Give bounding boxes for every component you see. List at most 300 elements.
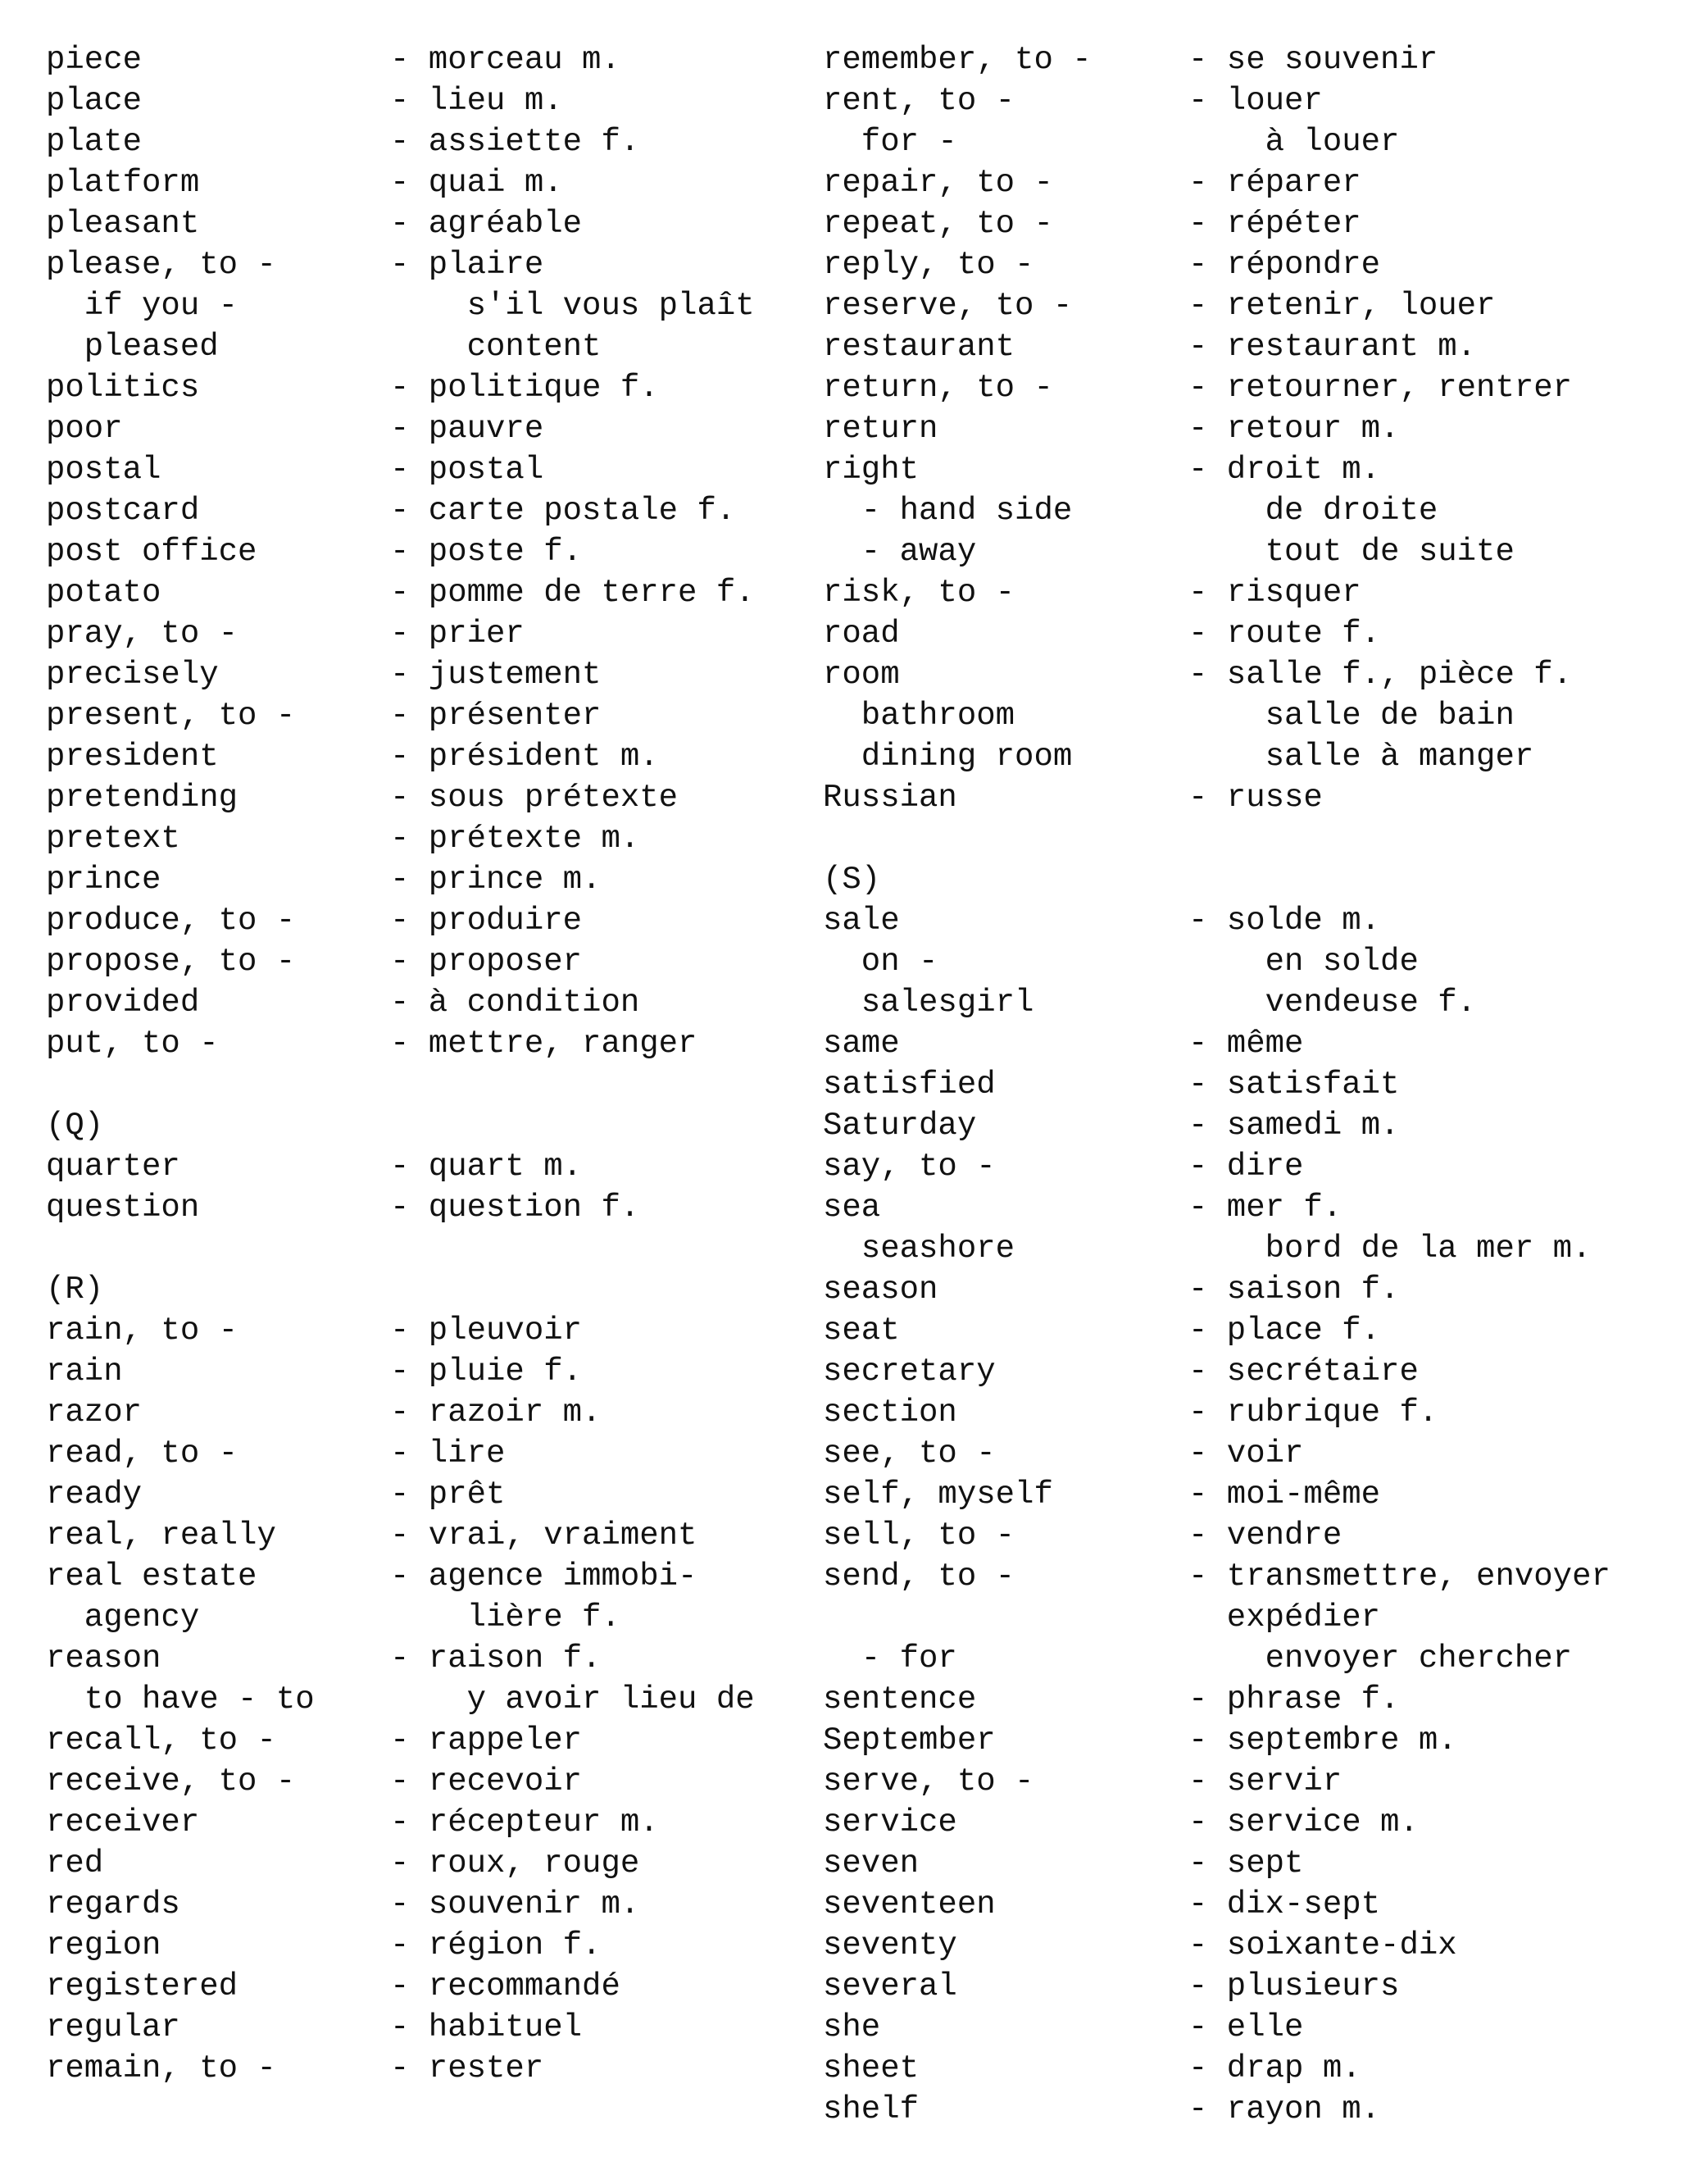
english-term: potato bbox=[46, 575, 161, 611]
vocabulary-entry bbox=[823, 121, 1675, 162]
french-translation: - voir bbox=[1188, 1436, 1304, 1472]
english-term: rain, to - bbox=[46, 1313, 239, 1349]
french-translation: - à condition bbox=[390, 985, 640, 1021]
french-translation bbox=[1188, 818, 1675, 859]
french-translation bbox=[390, 1269, 800, 1310]
vocabulary-entry bbox=[46, 654, 800, 695]
vocabulary-entry bbox=[46, 1597, 800, 1638]
french-translation bbox=[1188, 859, 1675, 900]
english-term: on - bbox=[823, 944, 938, 980]
english-term: real estate bbox=[46, 1558, 257, 1595]
french-translation: à louer bbox=[1188, 124, 1400, 160]
vocabulary-entry bbox=[823, 1679, 1675, 1720]
english-term: sea bbox=[823, 1190, 881, 1226]
english-term: seventy bbox=[823, 1927, 957, 1963]
vocabulary-entry bbox=[46, 900, 800, 941]
english-term: right bbox=[823, 452, 920, 488]
french-translation: - question f. bbox=[390, 1190, 640, 1226]
vocabulary-entry bbox=[46, 39, 800, 80]
vocabulary-entry bbox=[823, 900, 1675, 941]
french-translation: lière f. bbox=[390, 1599, 620, 1636]
english-term: postcard bbox=[46, 493, 200, 529]
french-translation: - retenir, louer bbox=[1188, 288, 1496, 324]
english-term: platform bbox=[46, 165, 200, 201]
french-translation: - secrétaire bbox=[1188, 1354, 1419, 1390]
vocabulary-entry bbox=[823, 982, 1675, 1023]
vocabulary-entry bbox=[46, 1720, 800, 1761]
english-term: pleased bbox=[46, 329, 219, 365]
french-translation: - septembre m. bbox=[1188, 1722, 1457, 1759]
english-term: section bbox=[823, 1395, 957, 1431]
vocabulary-entry bbox=[46, 121, 800, 162]
english-term: propose, to - bbox=[46, 944, 296, 980]
french-translation: - rubrique f. bbox=[1188, 1395, 1438, 1431]
english-term: plate bbox=[46, 124, 143, 160]
vocabulary-entry bbox=[46, 203, 800, 244]
english-term: reserve, to - bbox=[823, 288, 1073, 324]
french-translation: - quai m. bbox=[390, 165, 563, 201]
english-term: service bbox=[823, 1804, 957, 1840]
vocabulary-entry bbox=[46, 1228, 800, 1269]
vocabulary-entry bbox=[46, 572, 800, 613]
french-translation: - samedi m. bbox=[1188, 1108, 1400, 1144]
french-translation: envoyer chercher bbox=[1188, 1640, 1573, 1677]
french-translation: - produire bbox=[390, 903, 583, 939]
english-term: place bbox=[46, 83, 143, 119]
french-translation: - présenter bbox=[390, 698, 602, 734]
french-translation: - sept bbox=[1188, 1845, 1304, 1881]
french-translation bbox=[390, 1064, 800, 1105]
vocabulary-entry bbox=[823, 367, 1675, 408]
french-translation: - même bbox=[1188, 1026, 1304, 1062]
vocabulary-entry bbox=[823, 408, 1675, 449]
vocabulary-entry bbox=[823, 39, 1675, 80]
vocabulary-entry bbox=[46, 1638, 800, 1679]
english-term bbox=[46, 1064, 390, 1105]
french-translation: en solde bbox=[1188, 944, 1419, 980]
english-term: - for bbox=[823, 1640, 957, 1677]
vocabulary-entry bbox=[46, 490, 800, 531]
vocabulary-entry bbox=[823, 531, 1675, 572]
french-translation: - se souvenir bbox=[1188, 42, 1438, 78]
french-translation: - retourner, rentrer bbox=[1188, 370, 1573, 406]
french-translation: - louer bbox=[1188, 83, 1323, 119]
french-translation: - russe bbox=[1188, 780, 1323, 816]
vocabulary-entry bbox=[46, 1023, 800, 1064]
english-term: provided bbox=[46, 985, 200, 1021]
vocabulary-entry bbox=[823, 244, 1675, 285]
english-term: politics bbox=[46, 370, 200, 406]
english-term: - away bbox=[823, 534, 977, 570]
english-term: registered bbox=[46, 1968, 239, 2004]
vocabulary-entry bbox=[46, 1474, 800, 1515]
vocabulary-entry bbox=[823, 1474, 1675, 1515]
vocabulary-entry bbox=[46, 1679, 800, 1720]
vocabulary-entry bbox=[46, 1187, 800, 1228]
vocabulary-entry bbox=[823, 203, 1675, 244]
french-translation: - dire bbox=[1188, 1149, 1304, 1185]
french-translation: salle à manger bbox=[1188, 739, 1534, 775]
french-translation: - retour m. bbox=[1188, 411, 1400, 447]
english-term: remain, to - bbox=[46, 2050, 276, 2086]
french-translation: bord de la mer m. bbox=[1188, 1231, 1592, 1267]
english-term: serve, to - bbox=[823, 1763, 1034, 1800]
english-term: risk, to - bbox=[823, 575, 1015, 611]
french-translation: - rester bbox=[390, 2050, 544, 2086]
french-translation: - prêt bbox=[390, 1476, 506, 1513]
french-translation: de droite bbox=[1188, 493, 1438, 529]
english-term: president bbox=[46, 739, 219, 775]
vocabulary-entry bbox=[46, 1064, 800, 1105]
french-translation: - restaurant m. bbox=[1188, 329, 1477, 365]
french-translation: - mettre, ranger bbox=[390, 1026, 697, 1062]
english-term: restaurant bbox=[823, 329, 1015, 365]
english-term: regular bbox=[46, 2009, 180, 2045]
french-translation: - justement bbox=[390, 657, 602, 693]
french-translation: - recevoir bbox=[390, 1763, 583, 1800]
vocabulary-entry bbox=[823, 490, 1675, 531]
french-translation: - drap m. bbox=[1188, 2050, 1361, 2086]
english-term: please, to - bbox=[46, 247, 276, 283]
english-term: sentence bbox=[823, 1681, 977, 1718]
french-translation: - satisfait bbox=[1188, 1067, 1400, 1103]
vocabulary-entry bbox=[46, 326, 800, 367]
vocabulary-entry bbox=[823, 1638, 1675, 1679]
english-term: pray, to - bbox=[46, 616, 239, 652]
english-term: sale bbox=[823, 903, 900, 939]
vocabulary-entry bbox=[46, 613, 800, 654]
english-term: return bbox=[823, 411, 938, 447]
english-term: see, to - bbox=[823, 1436, 996, 1472]
vocabulary-entry bbox=[46, 531, 800, 572]
english-term: seat bbox=[823, 1313, 900, 1349]
french-translation: - moi-même bbox=[1188, 1476, 1381, 1513]
english-term: present, to - bbox=[46, 698, 296, 734]
french-translation: - vrai, vraiment bbox=[390, 1517, 697, 1554]
vocabulary-entry bbox=[823, 1064, 1675, 1105]
english-term: Russian bbox=[823, 780, 957, 816]
vocabulary-entry bbox=[46, 941, 800, 982]
english-term: satisfied bbox=[823, 1067, 996, 1103]
vocabulary-entry bbox=[46, 1392, 800, 1433]
vocabulary-entry bbox=[823, 1597, 1675, 1638]
vocabulary-entry bbox=[823, 859, 1675, 900]
vocabulary-entry bbox=[823, 572, 1675, 613]
english-term: bathroom bbox=[823, 698, 1015, 734]
french-translation: - agence immobi- bbox=[390, 1558, 697, 1595]
french-translation: - mer f. bbox=[1188, 1190, 1342, 1226]
french-translation: - route f. bbox=[1188, 616, 1381, 652]
english-term: salesgirl bbox=[823, 985, 1034, 1021]
french-translation: - soixante-dix bbox=[1188, 1927, 1457, 1963]
english-term: recall, to - bbox=[46, 1722, 276, 1759]
french-translation: - roux, rouge bbox=[390, 1845, 640, 1881]
english-term: poor bbox=[46, 411, 123, 447]
english-term: room bbox=[823, 657, 900, 693]
english-term: sheet bbox=[823, 2050, 920, 2086]
french-translation: - poste f. bbox=[390, 534, 583, 570]
vocabulary-entry bbox=[46, 2007, 800, 2048]
french-translation: - politique f. bbox=[390, 370, 659, 406]
vocabulary-entry bbox=[823, 80, 1675, 121]
vocabulary-entry bbox=[46, 285, 800, 326]
french-translation: - raison f. bbox=[390, 1640, 602, 1677]
english-term: rent, to - bbox=[823, 83, 1015, 119]
french-translation: - agréable bbox=[390, 206, 583, 242]
vocabulary-column-left bbox=[46, 39, 800, 2089]
vocabulary-entry bbox=[823, 1802, 1675, 1843]
vocabulary-entry bbox=[823, 2007, 1675, 2048]
english-term: September bbox=[823, 1722, 996, 1759]
english-term: postal bbox=[46, 452, 161, 488]
english-term: Saturday bbox=[823, 1108, 977, 1144]
vocabulary-entry bbox=[823, 1925, 1675, 1966]
vocabulary-entry bbox=[823, 1228, 1675, 1269]
english-term: produce, to - bbox=[46, 903, 296, 939]
english-term: put, to - bbox=[46, 1026, 219, 1062]
vocabulary-entry bbox=[46, 244, 800, 285]
vocabulary-entry bbox=[46, 162, 800, 203]
french-translation: - salle f., pièce f. bbox=[1188, 657, 1573, 693]
vocabulary-entry bbox=[46, 408, 800, 449]
vocabulary-entry bbox=[46, 736, 800, 777]
vocabulary-entry bbox=[823, 1966, 1675, 2007]
english-term: repair, to - bbox=[823, 165, 1053, 201]
vocabulary-entry bbox=[46, 449, 800, 490]
english-term: - hand side bbox=[823, 493, 1073, 529]
french-translation: - transmettre, envoyer bbox=[1188, 1558, 1610, 1595]
english-term: precisely bbox=[46, 657, 219, 693]
english-term: road bbox=[823, 616, 900, 652]
english-term: reply, to - bbox=[823, 247, 1034, 283]
french-translation: - recommandé bbox=[390, 1968, 620, 2004]
english-term: pretext bbox=[46, 821, 180, 857]
french-translation: - région f. bbox=[390, 1927, 602, 1963]
vocabulary-entry bbox=[46, 1761, 800, 1802]
english-term: she bbox=[823, 2009, 881, 2045]
english-term: question bbox=[46, 1190, 200, 1226]
french-translation: - carte postale f. bbox=[390, 493, 736, 529]
french-translation: - postal bbox=[390, 452, 544, 488]
vocabulary-entry bbox=[46, 695, 800, 736]
english-term: pretending bbox=[46, 780, 239, 816]
english-term: remember, to - bbox=[823, 42, 1092, 78]
french-translation: - répondre bbox=[1188, 247, 1381, 283]
vocabulary-entry bbox=[823, 1433, 1675, 1474]
french-translation: - lieu m. bbox=[390, 83, 563, 119]
french-translation: - service m. bbox=[1188, 1804, 1419, 1840]
vocabulary-entry bbox=[823, 449, 1675, 490]
french-translation: - vendre bbox=[1188, 1517, 1342, 1554]
vocabulary-entry bbox=[823, 326, 1675, 367]
english-term: for - bbox=[823, 124, 957, 160]
vocabulary-entry bbox=[46, 859, 800, 900]
english-term: razor bbox=[46, 1395, 143, 1431]
english-term: pleasant bbox=[46, 206, 200, 242]
french-translation: - pluie f. bbox=[390, 1354, 583, 1390]
french-translation: - servir bbox=[1188, 1763, 1342, 1800]
vocabulary-entry bbox=[823, 1392, 1675, 1433]
english-term: dining room bbox=[823, 739, 1073, 775]
vocabulary-entry bbox=[823, 1023, 1675, 1064]
vocabulary-entry bbox=[823, 736, 1675, 777]
french-translation: - droit m. bbox=[1188, 452, 1381, 488]
vocabulary-entry bbox=[823, 1843, 1675, 1884]
english-term: region bbox=[46, 1927, 161, 1963]
english-term: receiver bbox=[46, 1804, 200, 1840]
vocabulary-entry bbox=[46, 1351, 800, 1392]
french-translation: - répéter bbox=[1188, 206, 1361, 242]
english-term: season bbox=[823, 1272, 938, 1308]
french-translation: - sous prétexte bbox=[390, 780, 679, 816]
french-translation: - plaire bbox=[390, 247, 544, 283]
french-translation: - morceau m. bbox=[390, 42, 620, 78]
english-term: self, myself bbox=[823, 1476, 1053, 1513]
french-translation: - place f. bbox=[1188, 1313, 1381, 1349]
vocabulary-entry bbox=[46, 777, 800, 818]
vocabulary-entry bbox=[823, 1884, 1675, 1925]
french-translation: - président m. bbox=[390, 739, 659, 775]
english-term: secretary bbox=[823, 1354, 996, 1390]
english-term: sell, to - bbox=[823, 1517, 1015, 1554]
french-translation: - habituel bbox=[390, 2009, 583, 2045]
english-term bbox=[823, 818, 1188, 859]
french-translation: - rappeler bbox=[390, 1722, 583, 1759]
english-term bbox=[46, 1228, 390, 1269]
english-term: quarter bbox=[46, 1149, 180, 1185]
french-translation: tout de suite bbox=[1188, 534, 1515, 570]
english-term: read, to - bbox=[46, 1436, 239, 1472]
vocabulary-entry bbox=[823, 162, 1675, 203]
french-translation: - solde m. bbox=[1188, 903, 1381, 939]
french-translation: - elle bbox=[1188, 2009, 1304, 2045]
english-term: to have - to bbox=[46, 1681, 315, 1718]
french-translation: - dix-sept bbox=[1188, 1886, 1381, 1922]
english-term: piece bbox=[46, 42, 143, 78]
french-translation: - proposer bbox=[390, 944, 583, 980]
vocabulary-entry bbox=[823, 2089, 1675, 2130]
english-term: same bbox=[823, 1026, 900, 1062]
vocabulary-entry bbox=[823, 1187, 1675, 1228]
french-translation: - prier bbox=[390, 616, 525, 652]
vocabulary-entry bbox=[46, 982, 800, 1023]
french-translation: - assiette f. bbox=[390, 124, 640, 160]
vocabulary-entry bbox=[823, 285, 1675, 326]
vocabulary-entry bbox=[823, 1556, 1675, 1597]
vocabulary-entry bbox=[823, 941, 1675, 982]
french-translation: - réparer bbox=[1188, 165, 1361, 201]
vocabulary-entry bbox=[46, 1146, 800, 1187]
english-term: seashore bbox=[823, 1231, 1015, 1267]
english-term: (Q) bbox=[46, 1108, 104, 1144]
english-term: regards bbox=[46, 1886, 180, 1922]
french-translation: - quart m. bbox=[390, 1149, 583, 1185]
french-translation: - phrase f. bbox=[1188, 1681, 1400, 1718]
english-term: several bbox=[823, 1968, 957, 2004]
vocabulary-entry bbox=[46, 1269, 800, 1310]
vocabulary-entry bbox=[823, 695, 1675, 736]
english-term: ready bbox=[46, 1476, 143, 1513]
vocabulary-entry bbox=[823, 1515, 1675, 1556]
english-term: repeat, to - bbox=[823, 206, 1053, 242]
french-translation: - souvenir m. bbox=[390, 1886, 640, 1922]
vocabulary-entry bbox=[823, 1310, 1675, 1351]
french-translation: - prince m. bbox=[390, 862, 602, 898]
english-term: prince bbox=[46, 862, 161, 898]
vocabulary-entry bbox=[823, 1269, 1675, 1310]
english-term: reason bbox=[46, 1640, 161, 1677]
english-term: (S) bbox=[823, 862, 881, 898]
vocabulary-entry bbox=[46, 1433, 800, 1474]
vocabulary-entry bbox=[46, 1515, 800, 1556]
french-translation: expédier bbox=[1188, 1599, 1381, 1636]
vocabulary-entry bbox=[823, 613, 1675, 654]
english-term: (R) bbox=[46, 1272, 104, 1308]
vocabulary-entry bbox=[823, 2048, 1675, 2089]
english-term: red bbox=[46, 1845, 104, 1881]
french-translation: - razoir m. bbox=[390, 1395, 602, 1431]
vocabulary-entry bbox=[46, 818, 800, 859]
vocabulary-entry bbox=[46, 1843, 800, 1884]
vocabulary-entry bbox=[46, 2048, 800, 2089]
french-translation: - récepteur m. bbox=[390, 1804, 659, 1840]
french-translation: - lire bbox=[390, 1436, 506, 1472]
vocabulary-entry bbox=[46, 1925, 800, 1966]
vocabulary-entry bbox=[823, 777, 1675, 818]
vocabulary-entry bbox=[823, 654, 1675, 695]
french-translation: - saison f. bbox=[1188, 1272, 1400, 1308]
vocabulary-entry bbox=[46, 367, 800, 408]
vocabulary-entry bbox=[823, 1146, 1675, 1187]
french-translation: - risquer bbox=[1188, 575, 1361, 611]
french-translation: salle de bain bbox=[1188, 698, 1515, 734]
french-translation: - pauvre bbox=[390, 411, 544, 447]
english-term: post office bbox=[46, 534, 257, 570]
french-translation: y avoir lieu de bbox=[390, 1681, 755, 1718]
vocabulary-entry bbox=[46, 1802, 800, 1843]
vocabulary-entry bbox=[823, 1720, 1675, 1761]
french-translation: - rayon m. bbox=[1188, 2091, 1381, 2127]
french-translation: - pomme de terre f. bbox=[390, 575, 755, 611]
english-term: agency bbox=[46, 1599, 200, 1636]
vocabulary-entry bbox=[823, 1105, 1675, 1146]
vocabulary-column-right bbox=[823, 39, 1675, 2130]
vocabulary-entry bbox=[46, 1966, 800, 2007]
english-term: say, to - bbox=[823, 1149, 996, 1185]
vocabulary-entry bbox=[46, 80, 800, 121]
english-term: if you - bbox=[46, 288, 239, 324]
vocabulary-entry bbox=[823, 818, 1675, 859]
english-term: real, really bbox=[46, 1517, 276, 1554]
english-term: seven bbox=[823, 1845, 920, 1881]
english-term: return, to - bbox=[823, 370, 1053, 406]
english-term: seventeen bbox=[823, 1886, 996, 1922]
vocabulary-entry bbox=[46, 1105, 800, 1146]
vocabulary-entry bbox=[46, 1310, 800, 1351]
french-translation: content bbox=[390, 329, 602, 365]
english-term: shelf bbox=[823, 2091, 920, 2127]
french-translation: vendeuse f. bbox=[1188, 985, 1477, 1021]
english-term: send, to - bbox=[823, 1558, 1015, 1595]
french-translation bbox=[390, 1105, 800, 1146]
english-term bbox=[823, 1597, 1188, 1638]
vocabulary-entry bbox=[823, 1761, 1675, 1802]
french-translation: - plusieurs bbox=[1188, 1968, 1400, 2004]
vocabulary-entry bbox=[46, 1884, 800, 1925]
english-term: rain bbox=[46, 1354, 123, 1390]
english-term: receive, to - bbox=[46, 1763, 296, 1800]
vocabulary-entry bbox=[823, 1351, 1675, 1392]
